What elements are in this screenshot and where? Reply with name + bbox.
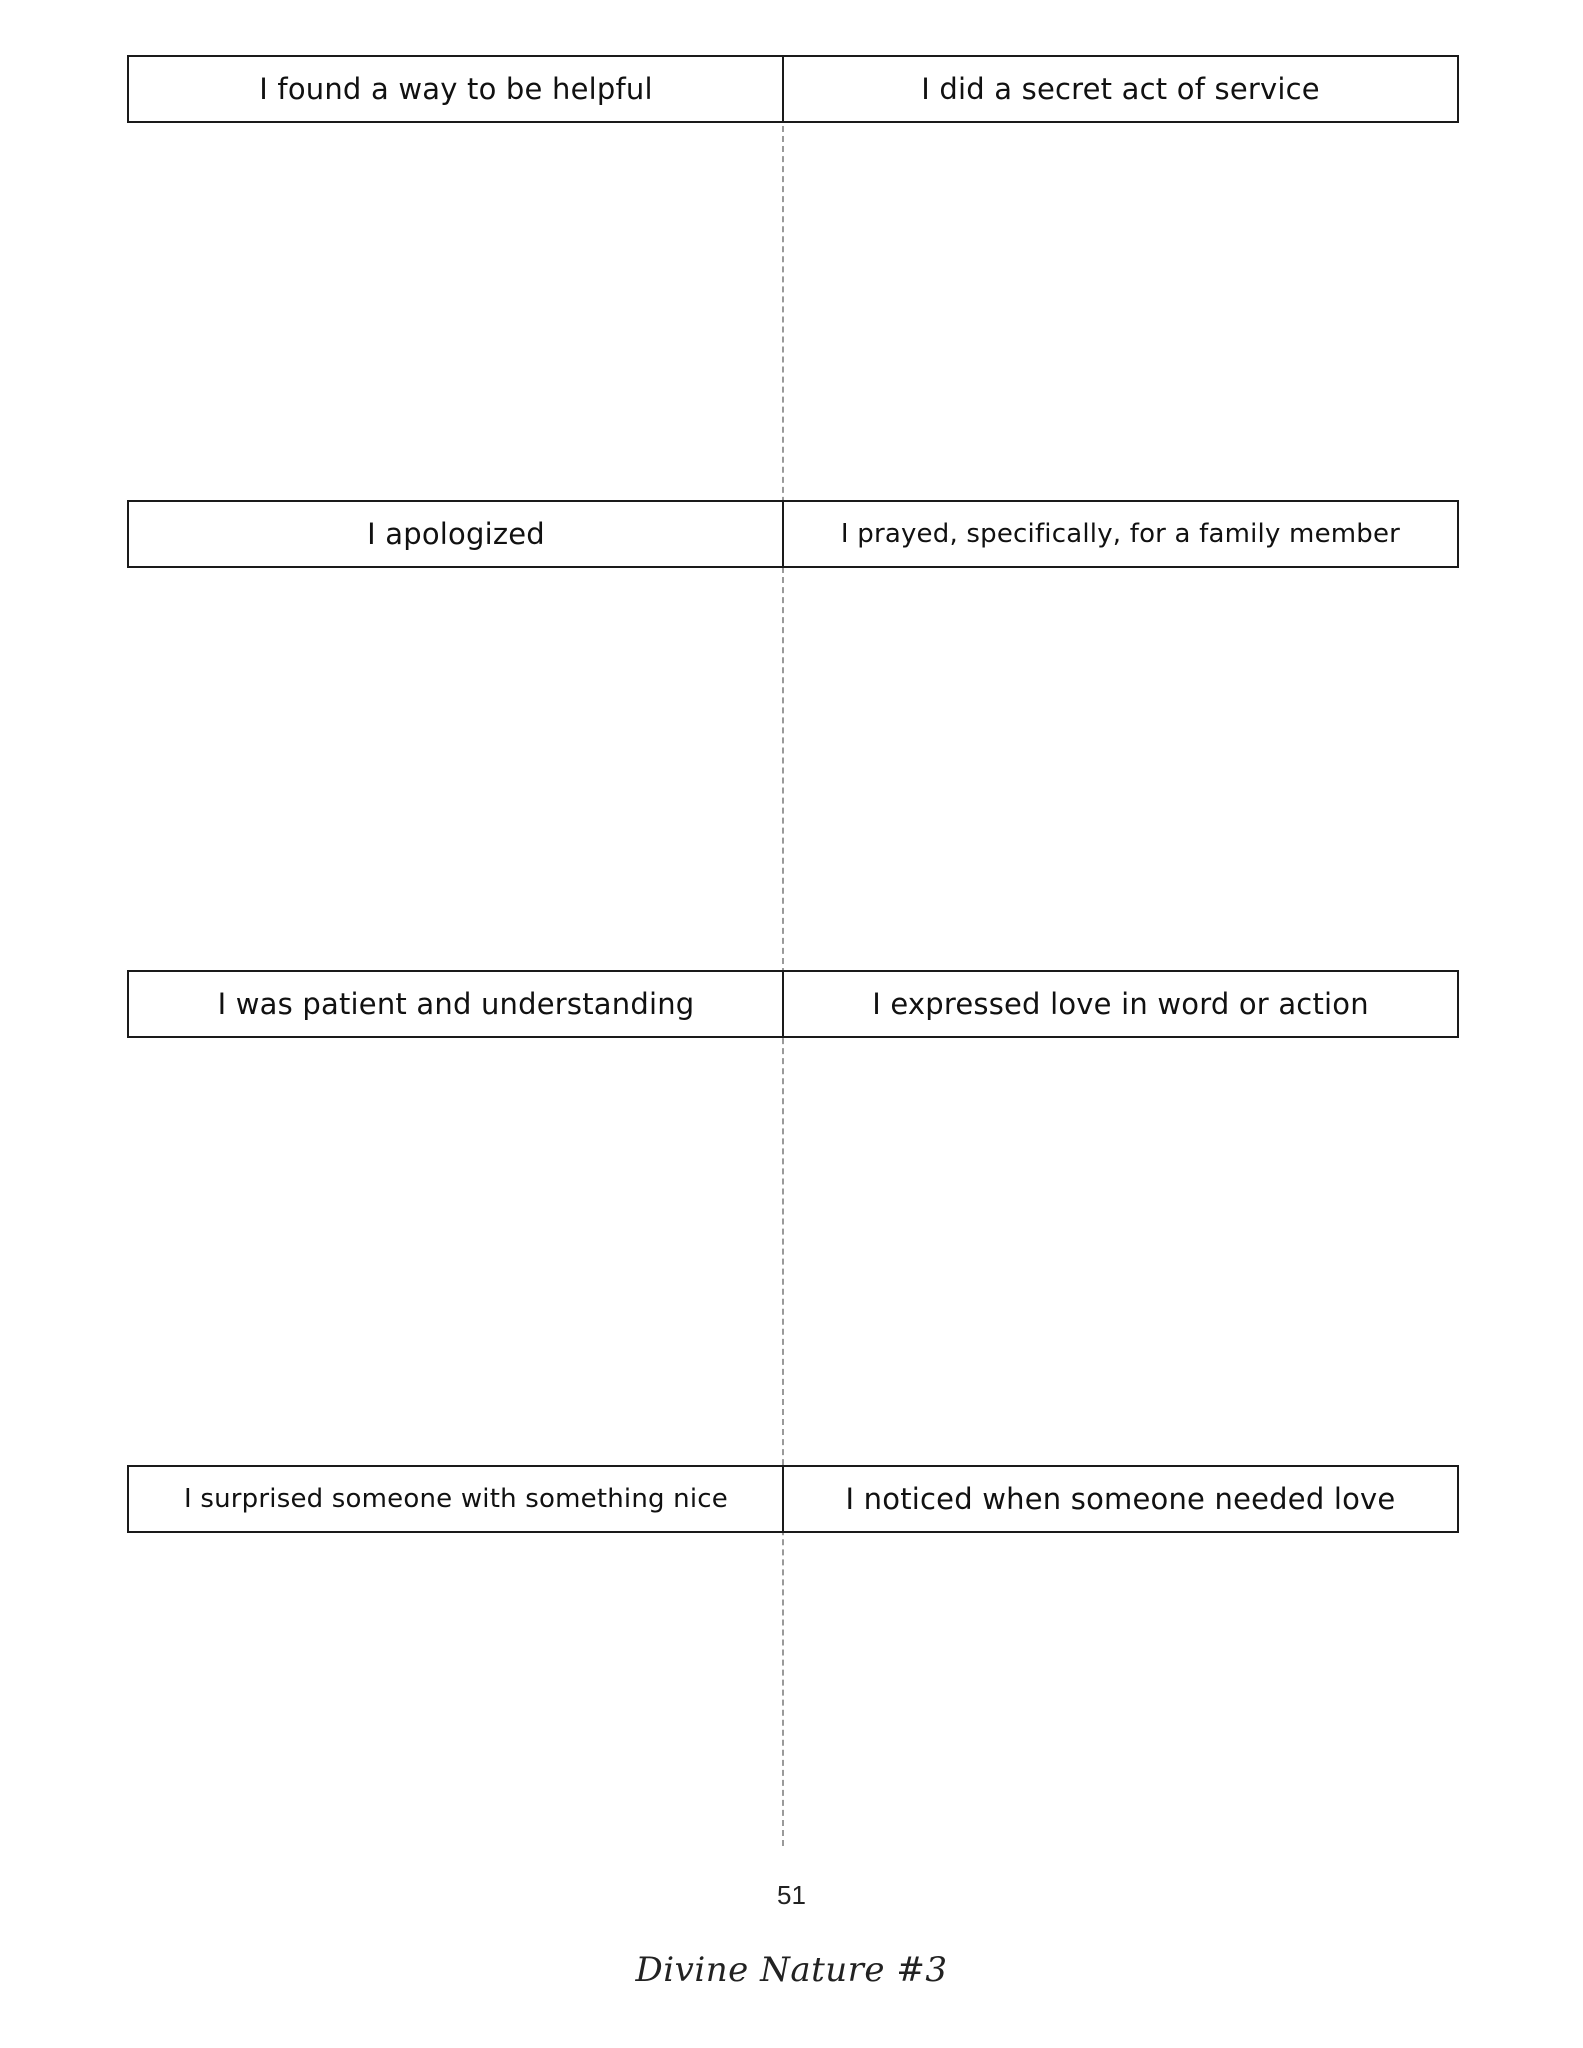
label-expressed-love: I expressed love in word or action bbox=[782, 970, 1459, 1038]
footer-title: Divine Nature #3 bbox=[635, 1950, 948, 1990]
label-noticed-needed-love: I noticed when someone needed love bbox=[782, 1465, 1459, 1533]
label-surprised-someone: I surprised someone with something nice bbox=[127, 1465, 785, 1533]
label-row-1 bbox=[127, 55, 1459, 123]
label-secret-act-service: I did a secret act of service bbox=[782, 55, 1459, 123]
label-found-way-helpful: I found a way to be helpful bbox=[127, 55, 785, 123]
label-row-2 bbox=[127, 500, 1459, 568]
label-prayed-family-member: I prayed, specifically, for a family member bbox=[782, 500, 1459, 568]
label-row-4 bbox=[127, 1465, 1459, 1533]
label-apologized: I apologized bbox=[127, 500, 785, 568]
page-number: 51 bbox=[777, 1880, 806, 1910]
label-patient-understanding: I was patient and understanding bbox=[127, 970, 785, 1038]
label-row-3 bbox=[127, 970, 1459, 1038]
